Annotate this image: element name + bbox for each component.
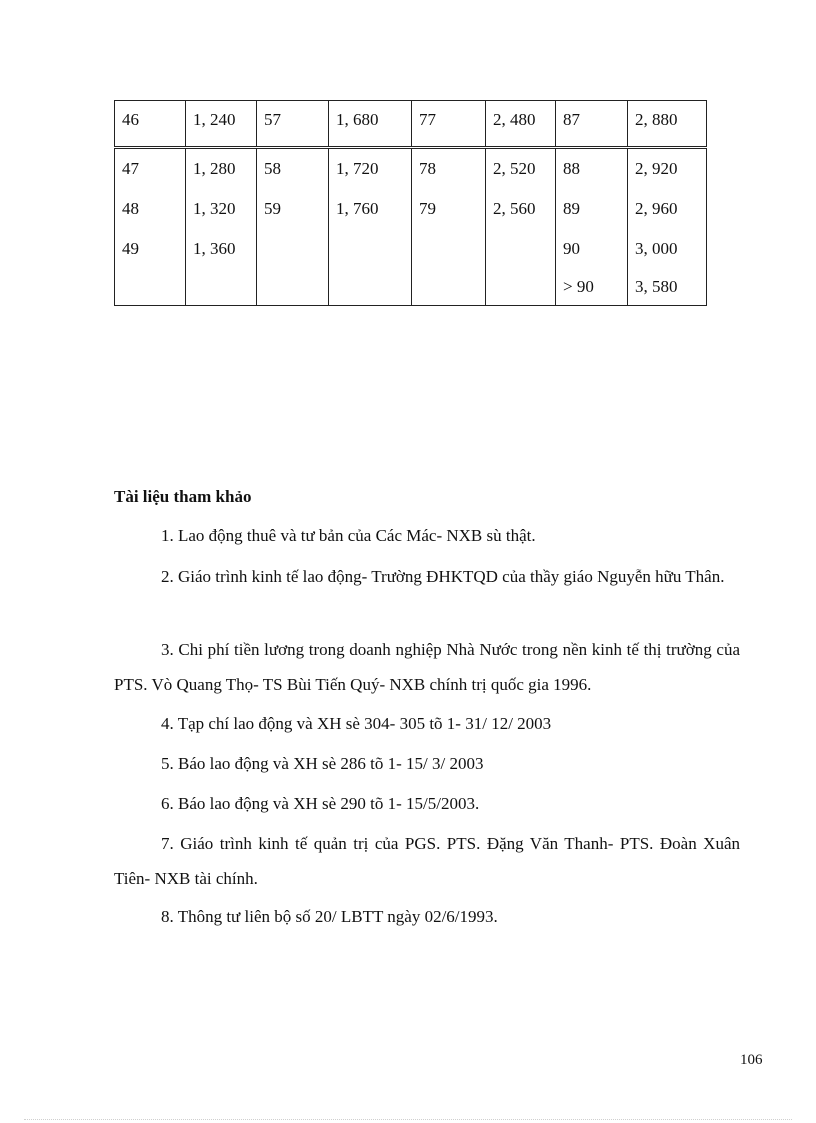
table-row xyxy=(115,189,707,229)
table-cell: 58 xyxy=(257,148,329,190)
table-cell: 59 xyxy=(257,189,329,229)
table-cell xyxy=(486,269,556,306)
reference-item: 7. Giáo trình kinh tế quản trị của PGS. PTS. Đặng Văn Thanh- PTS. Đoàn Xuân Tiên- NXB tài chính. xyxy=(114,834,740,888)
table-row xyxy=(115,148,707,190)
table-cell: 90 xyxy=(556,229,628,269)
table-cell: 49 xyxy=(115,229,186,269)
table-cell xyxy=(412,269,486,306)
table-cell: 46 xyxy=(115,101,186,148)
reference-item: 2. Giáo trình kinh tế lao động- Trường ĐHKTQD của thầy giáo Nguyễn hữu Thân. xyxy=(161,567,725,586)
table-cell: 1, 240 xyxy=(186,101,257,148)
reference-item: 8. Thông tư liên bộ số 20/ LBTT ngày 02/6/1993. xyxy=(161,907,498,926)
table-cell: 2, 520 xyxy=(486,148,556,190)
table-cell: 89 xyxy=(556,189,628,229)
table-cell: 2, 560 xyxy=(486,189,556,229)
table-row xyxy=(115,101,707,148)
table-cell: 78 xyxy=(412,148,486,190)
table-cell: 87 xyxy=(556,101,628,148)
table-cell: 1, 720 xyxy=(329,148,412,190)
table-cell: > 90 xyxy=(556,269,628,306)
table-cell: 3, 000 xyxy=(628,229,707,269)
table-cell xyxy=(115,269,186,306)
table-cell: 1, 760 xyxy=(329,189,412,229)
table-cell: 2, 880 xyxy=(628,101,707,148)
table-cell xyxy=(412,229,486,269)
reference-item: 6. Báo lao động và XH sè 290 tõ 1- 15/5/2003. xyxy=(161,794,480,813)
reference-item: 1. Lao động thuê và tư bản của Các Mác- NXB sù thật. xyxy=(161,526,536,545)
table-cell: 2, 960 xyxy=(628,189,707,229)
reference-item: 4. Tạp chí lao động và XH sè 304- 305 tõ 1- 31/ 12/ 2003 xyxy=(161,714,552,733)
table-cell: 1, 280 xyxy=(186,148,257,190)
coefficient-table xyxy=(114,100,707,306)
table-cell xyxy=(329,269,412,306)
table-row xyxy=(115,269,707,306)
table-cell: 1, 360 xyxy=(186,229,257,269)
table-cell xyxy=(257,229,329,269)
table-cell xyxy=(329,229,412,269)
reference-item: 3. Chi phí tiền lương trong doanh nghiệp Nhà Nước trong nền kinh tế thị trường của PTS. Vò Quang Thọ- TS Bùi Tiến Quý- NXB chính trị quốc gia 1996. xyxy=(114,640,740,694)
table-cell: 79 xyxy=(412,189,486,229)
table-cell: 88 xyxy=(556,148,628,190)
table-cell: 47 xyxy=(115,148,186,190)
page-number: 106 xyxy=(740,1052,763,1068)
table-row xyxy=(115,229,707,269)
table-cell xyxy=(257,269,329,306)
table-cell xyxy=(186,269,257,306)
table-cell: 57 xyxy=(257,101,329,148)
table-cell: 77 xyxy=(412,101,486,148)
references-heading: Tài liệu tham khảo xyxy=(114,487,252,506)
table-cell xyxy=(486,229,556,269)
reference-item: 5. Báo lao động và XH sè 286 tõ 1- 15/ 3/ 2003 xyxy=(161,754,484,773)
table-cell: 3, 580 xyxy=(628,269,707,306)
page-bottom-divider xyxy=(24,1119,792,1120)
table-cell: 1, 320 xyxy=(186,189,257,229)
table-cell: 48 xyxy=(115,189,186,229)
table-cell: 1, 680 xyxy=(329,101,412,148)
table-cell: 2, 920 xyxy=(628,148,707,190)
table-cell: 2, 480 xyxy=(486,101,556,148)
